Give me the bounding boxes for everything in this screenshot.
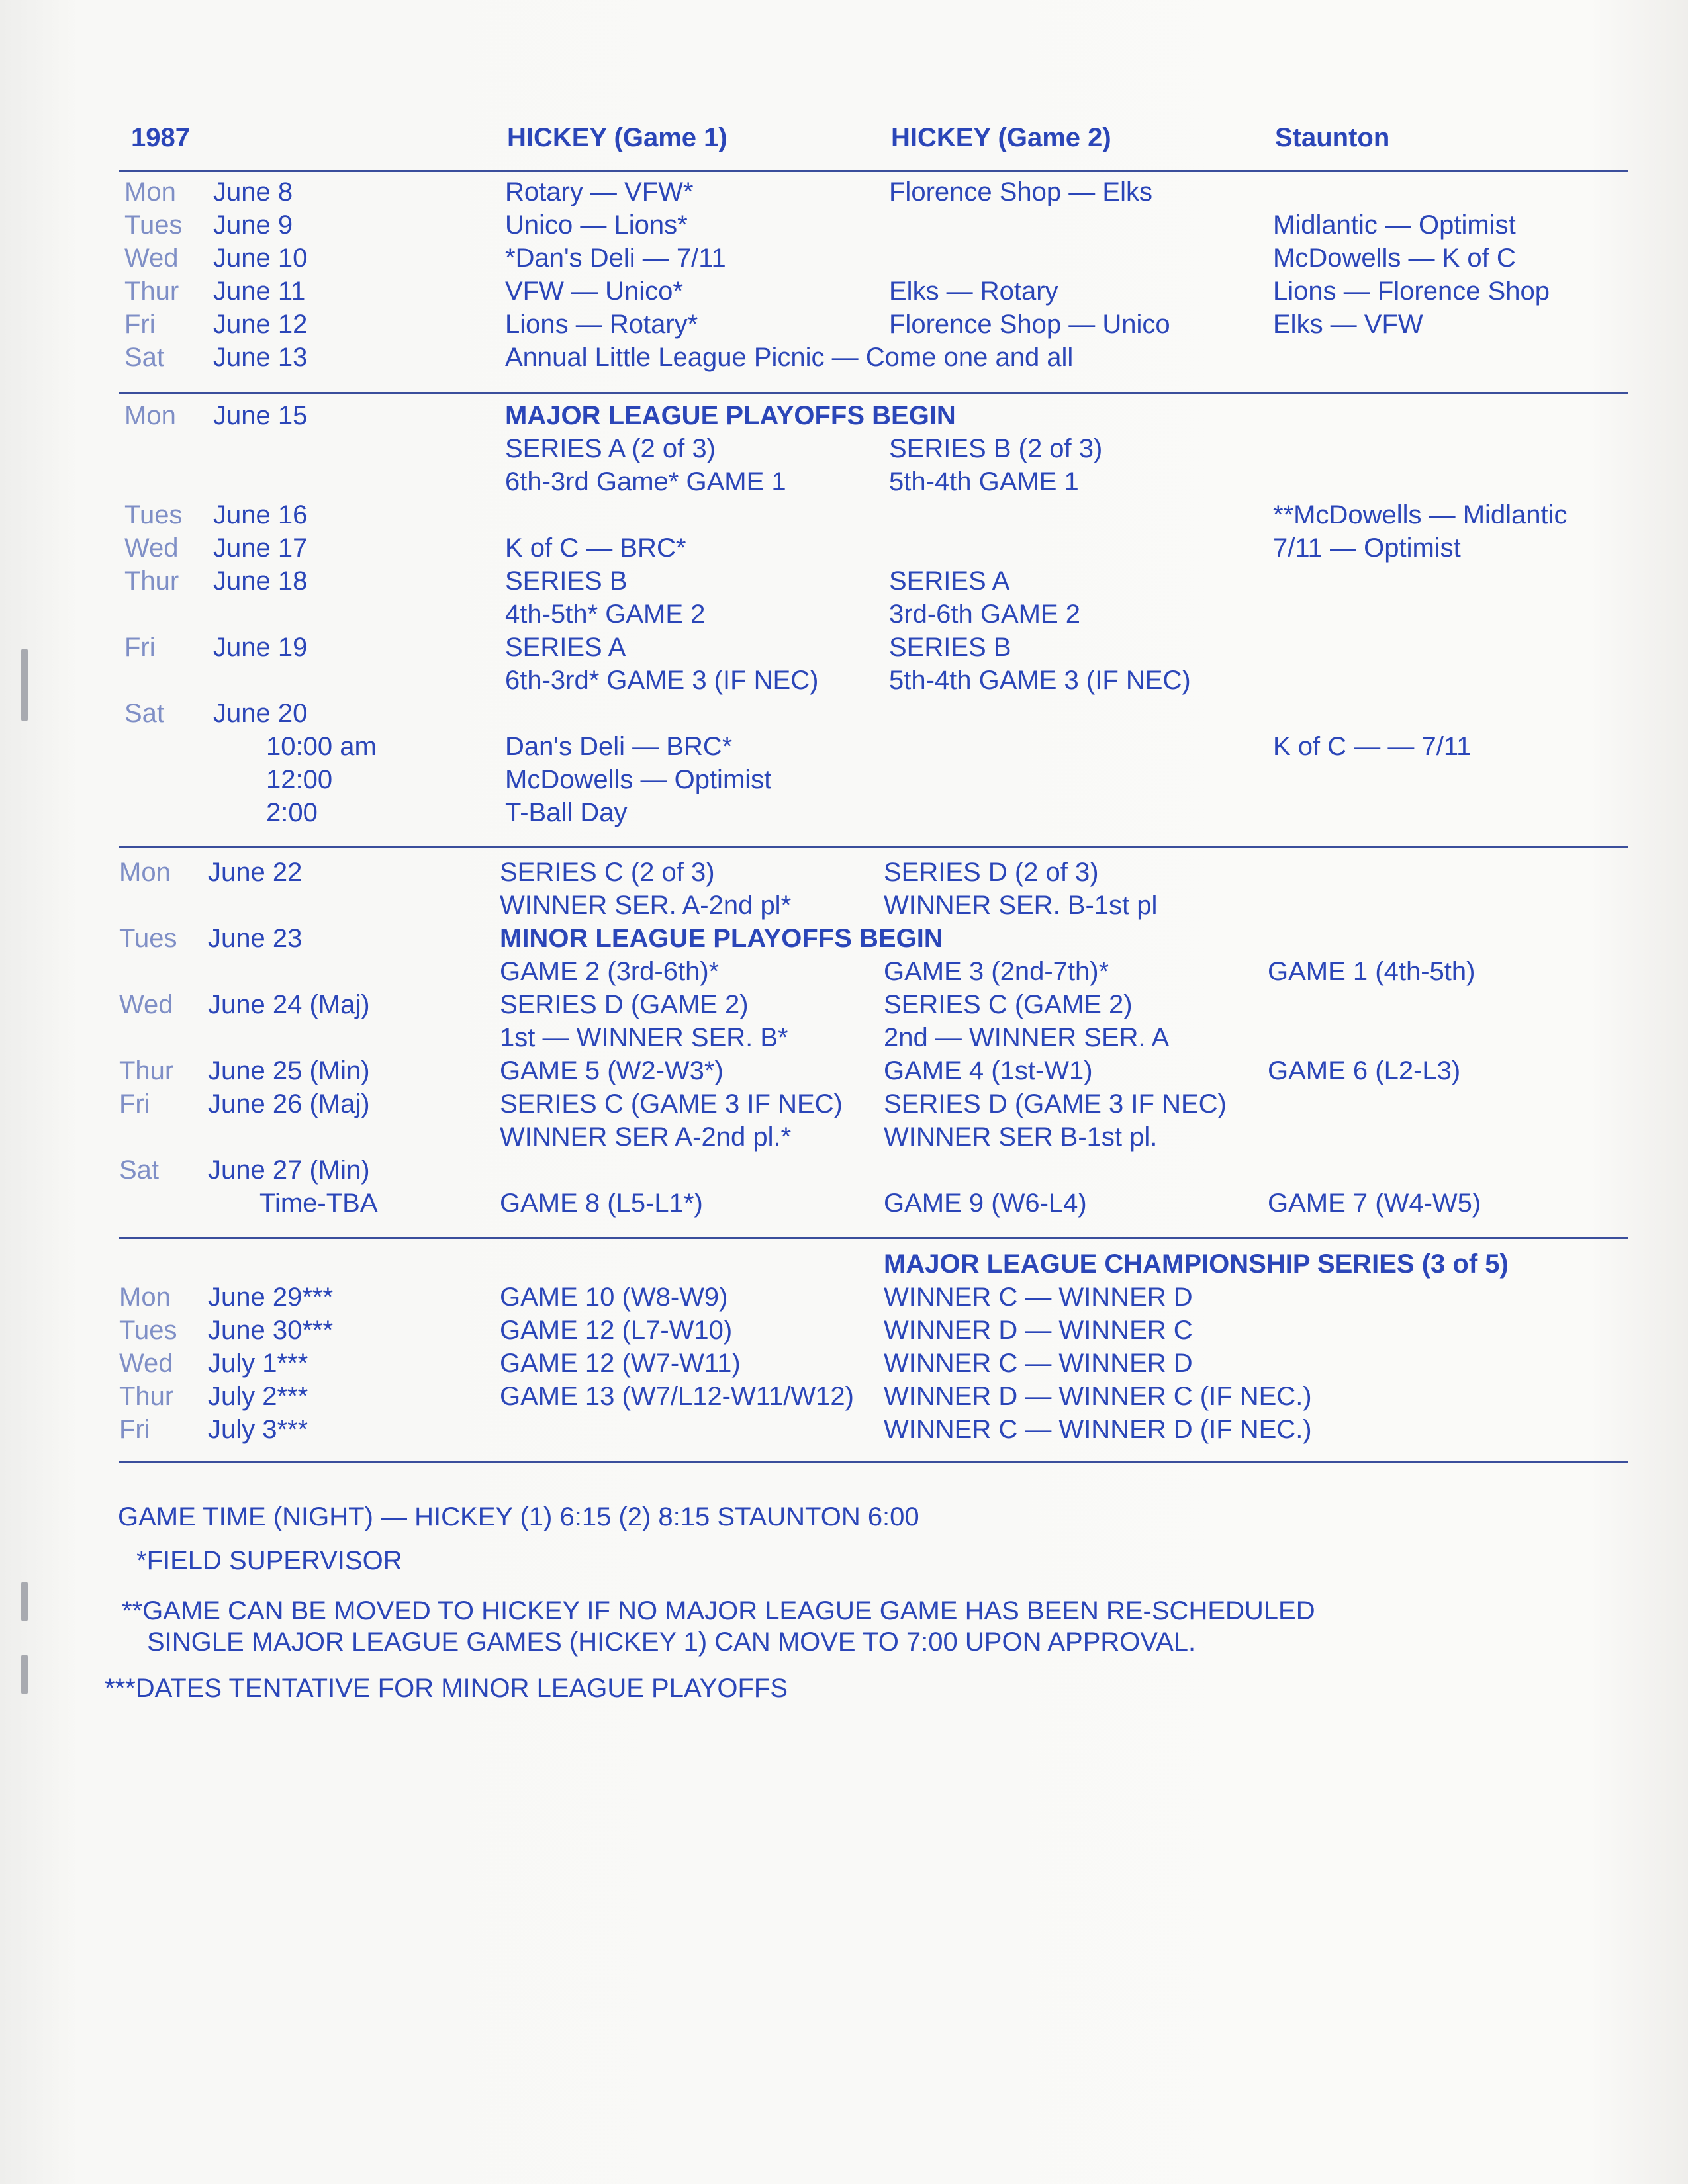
hickey-game-2-cell: WINNER D — WINNER C [884,1316,1193,1345]
date-cell: June 27 (Min) [208,1156,370,1185]
moved-game-note: **GAME CAN BE MOVED TO HICKEY IF NO MAJOR LEAGUE GAME HAS BEEN RE-SCHEDULED [122,1596,1315,1625]
hickey-game-1-cell: SERIES A [505,633,626,662]
table-row [113,308,1635,341]
hickey-game-2-cell: SERIES A [889,567,1010,596]
date-cell: June 26 (Maj) [208,1089,370,1118]
binder-mark [21,1582,28,1621]
date-cell: June 22 [208,858,303,887]
table-row [113,1347,1635,1380]
hickey-game-1-cell: Lions — Rotary* [505,310,698,339]
hickey-game-1-cell: 1st — WINNER SER. B* [500,1023,788,1052]
table-row [113,922,1635,955]
binder-mark [21,1655,28,1694]
table-row [113,1021,1635,1054]
day-cell: Thur [119,1056,174,1085]
hickey-game-1-cell: Dan's Deli — BRC* [505,732,733,761]
day-cell: Mon [124,177,176,206]
table-row [113,465,1635,498]
date-cell: June 23 [208,924,303,953]
day-cell: Fri [119,1089,150,1118]
day-cell: Sat [124,699,165,728]
day-cell: Fri [124,310,156,339]
hickey-game-2-cell: MAJOR LEAGUE CHAMPIONSHIP SERIES (3 of 5) [884,1250,1509,1279]
hickey-game-2-cell: WINNER SER. B-1st pl [884,891,1158,920]
hickey-game-1-cell: GAME 8 (L5-L1*) [500,1189,703,1218]
day-cell: Thur [119,1382,174,1411]
date-cell: June 15 [213,401,308,430]
date-cell: June 24 (Maj) [208,990,370,1019]
date-cell: June 18 [213,567,308,596]
date-cell: June 16 [213,500,308,529]
hickey-game-2-cell: WINNER C — WINNER D [884,1349,1193,1378]
section-rule [119,846,1628,848]
section-rule [119,1461,1628,1463]
table-row [113,1380,1635,1413]
table-row [113,1054,1635,1087]
date-cell: June 29*** [208,1283,334,1312]
table-row [113,697,1635,730]
date-cell: June 9 [213,210,293,240]
date-cell: June 10 [213,244,308,273]
header-rule [119,170,1628,172]
hickey-game-2-cell: SERIES B [889,633,1011,662]
table-row [113,631,1635,664]
game-time-note: GAME TIME (NIGHT) — HICKEY (1) 6:15 (2) 8:15 STAUNTON 6:00 [118,1502,919,1531]
section-rule [119,392,1628,394]
hickey-game-1-cell: 6th-3rd Game* GAME 1 [505,467,786,496]
date-cell: June 13 [213,343,308,372]
hickey-game-2-cell: WINNER D — WINNER C (IF NEC.) [884,1382,1312,1411]
hickey-game-2-cell: Florence Shop — Elks [889,177,1152,206]
date-cell: July 2*** [208,1382,308,1411]
hickey-game-2-cell: SERIES C (GAME 2) [884,990,1133,1019]
table-row [113,955,1635,988]
table-row [113,498,1635,531]
table-row [113,763,1635,796]
staunton-cell: GAME 7 (W4-W5) [1268,1189,1481,1218]
hickey-game-1-cell: WINNER SER A-2nd pl.* [500,1122,792,1152]
day-cell: Tues [124,210,183,240]
table-row [113,565,1635,598]
table-row [113,432,1635,465]
day-cell: Mon [119,858,171,887]
hickey-game-2-cell: GAME 9 (W6-L4) [884,1189,1087,1218]
hickey-game-1-cell: SERIES A (2 of 3) [505,434,716,463]
hickey-game-1-cell: SERIES C (2 of 3) [500,858,715,887]
table-row [113,1413,1635,1446]
staunton-cell: Lions — Florence Shop [1273,277,1550,306]
day-cell: Sat [119,1156,160,1185]
staunton-cell: McDowells — K of C [1273,244,1516,273]
table-row [113,1154,1635,1187]
hickey-game-1-cell: VFW — Unico* [505,277,683,306]
hickey-game-1-cell: GAME 5 (W2-W3*) [500,1056,724,1085]
table-row [113,175,1635,208]
day-cell: Tues [119,924,177,953]
table-row [113,856,1635,889]
column-heading-staunton: Staunton [1275,123,1390,152]
hickey-game-1-cell: SERIES C (GAME 3 IF NEC) [500,1089,843,1118]
staunton-cell: GAME 1 (4th-5th) [1268,957,1476,986]
staunton-cell: **McDowells — Midlantic [1273,500,1568,529]
date-cell: June 20 [213,699,308,728]
hickey-game-2-cell: SERIES B (2 of 3) [889,434,1103,463]
date-cell: June 19 [213,633,308,662]
date-cell: June 17 [213,533,308,563]
hickey-game-1-cell: T-Ball Day [505,798,628,827]
field-supervisor-note: *FIELD SUPERVISOR [136,1546,402,1575]
date-cell: June 11 [213,277,306,306]
day-cell: Fri [119,1415,150,1444]
day-cell: Thur [124,277,179,306]
hickey-game-1-cell: GAME 12 (W7-W11) [500,1349,741,1378]
table-row [113,531,1635,565]
hickey-game-2-cell: 5th-4th GAME 1 [889,467,1079,496]
hickey-game-1-cell: 6th-3rd* GAME 3 (IF NEC) [505,666,819,695]
hickey-game-1-cell: Rotary — VFW* [505,177,694,206]
hickey-game-2-cell: Elks — Rotary [889,277,1058,306]
table-row [113,598,1635,631]
table-row [113,1087,1635,1120]
day-cell: Mon [119,1283,171,1312]
table-row [113,275,1635,308]
column-heading-hickey-game-2: HICKEY (Game 2) [891,123,1111,152]
date-cell: June 25 (Min) [208,1056,370,1085]
hickey-game-2-cell: SERIES D (2 of 3) [884,858,1099,887]
hickey-game-1-cell: McDowells — Optimist [505,765,772,794]
table-row [113,1187,1635,1220]
date-cell: 2:00 [266,798,318,827]
table-row [113,664,1635,697]
day-cell: Tues [124,500,183,529]
table-row [113,889,1635,922]
staunton-cell: 7/11 — Optimist [1273,533,1461,563]
table-row [113,1120,1635,1154]
schedule-sheet [105,0,1635,2184]
table-row [113,988,1635,1021]
date-cell: June 12 [213,310,308,339]
column-heading-hickey-game-1: HICKEY (Game 1) [507,123,727,152]
day-cell: Sat [124,343,165,372]
day-cell: Wed [124,244,179,273]
date-cell: July 1*** [208,1349,308,1378]
table-row [113,1248,1635,1281]
table-row [113,796,1635,829]
date-cell: Time-TBA [259,1189,378,1218]
table-row [113,341,1635,374]
date-cell: June 30*** [208,1316,334,1345]
section-rule [119,1237,1628,1239]
day-cell: Fri [124,633,156,662]
day-cell: Wed [119,1349,173,1378]
day-cell: Wed [124,533,179,563]
hickey-game-2-cell: WINNER C — WINNER D (IF NEC.) [884,1415,1312,1444]
tentative-dates-note: ***DATES TENTATIVE FOR MINOR LEAGUE PLAYOFFS [105,1674,788,1703]
date-cell: July 3*** [208,1415,308,1444]
table-row [113,730,1635,763]
table-row [113,1314,1635,1347]
hickey-game-1-cell: SERIES B [505,567,628,596]
hickey-game-2-cell: 3rd-6th GAME 2 [889,600,1081,629]
hickey-game-2-cell: Florence Shop — Unico [889,310,1170,339]
staunton-cell: Midlantic — Optimist [1273,210,1516,240]
table-row [113,399,1635,432]
day-cell: Wed [119,990,173,1019]
day-cell: Thur [124,567,179,596]
hickey-game-1-cell: *Dan's Deli — 7/11 [505,244,726,273]
binder-mark [21,649,28,721]
hickey-game-2-cell: 5th-4th GAME 3 (IF NEC) [889,666,1191,695]
hickey-game-1-cell: K of C — BRC* [505,533,686,563]
staunton-cell: K of C — — 7/11 [1273,732,1472,761]
hickey-game-2-cell: 2nd — WINNER SER. A [884,1023,1170,1052]
hickey-game-2-cell: WINNER SER B-1st pl. [884,1122,1158,1152]
hickey-game-1-cell: GAME 13 (W7/L12-W11/W12) [500,1382,854,1411]
hickey-game-1-cell: MINOR LEAGUE PLAYOFFS BEGIN [500,924,943,953]
day-cell: Tues [119,1316,177,1345]
hickey-game-1-cell: 4th-5th* GAME 2 [505,600,706,629]
date-cell: 12:00 [266,765,333,794]
staunton-cell: Elks — VFW [1273,310,1423,339]
table-row [113,1281,1635,1314]
single-game-note: SINGLE MAJOR LEAGUE GAMES (HICKEY 1) CAN MOVE TO 7:00 UPON APPROVAL. [147,1627,1196,1657]
hickey-game-2-cell: SERIES D (GAME 3 IF NEC) [884,1089,1227,1118]
hickey-game-1-cell: GAME 10 (W8-W9) [500,1283,728,1312]
hickey-game-2-cell: WINNER C — WINNER D [884,1283,1193,1312]
date-cell: 10:00 am [266,732,377,761]
hickey-game-1-cell: WINNER SER. A-2nd pl* [500,891,792,920]
day-cell: Mon [124,401,176,430]
staunton-cell: GAME 6 (L2-L3) [1268,1056,1461,1085]
table-row [113,208,1635,242]
hickey-game-1-cell: GAME 12 (L7-W10) [500,1316,733,1345]
hickey-game-2-cell: GAME 4 (1st-W1) [884,1056,1093,1085]
year-heading: 1987 [131,123,190,152]
hickey-game-1-cell: Unico — Lions* [505,210,688,240]
hickey-game-1-cell: Annual Little League Picnic — Come one and all [505,343,1074,372]
date-cell: June 8 [213,177,293,206]
hickey-game-1-cell: MAJOR LEAGUE PLAYOFFS BEGIN [505,401,956,430]
hickey-game-1-cell: GAME 2 (3rd-6th)* [500,957,720,986]
table-row [113,242,1635,275]
hickey-game-2-cell: GAME 3 (2nd-7th)* [884,957,1109,986]
hickey-game-1-cell: SERIES D (GAME 2) [500,990,749,1019]
